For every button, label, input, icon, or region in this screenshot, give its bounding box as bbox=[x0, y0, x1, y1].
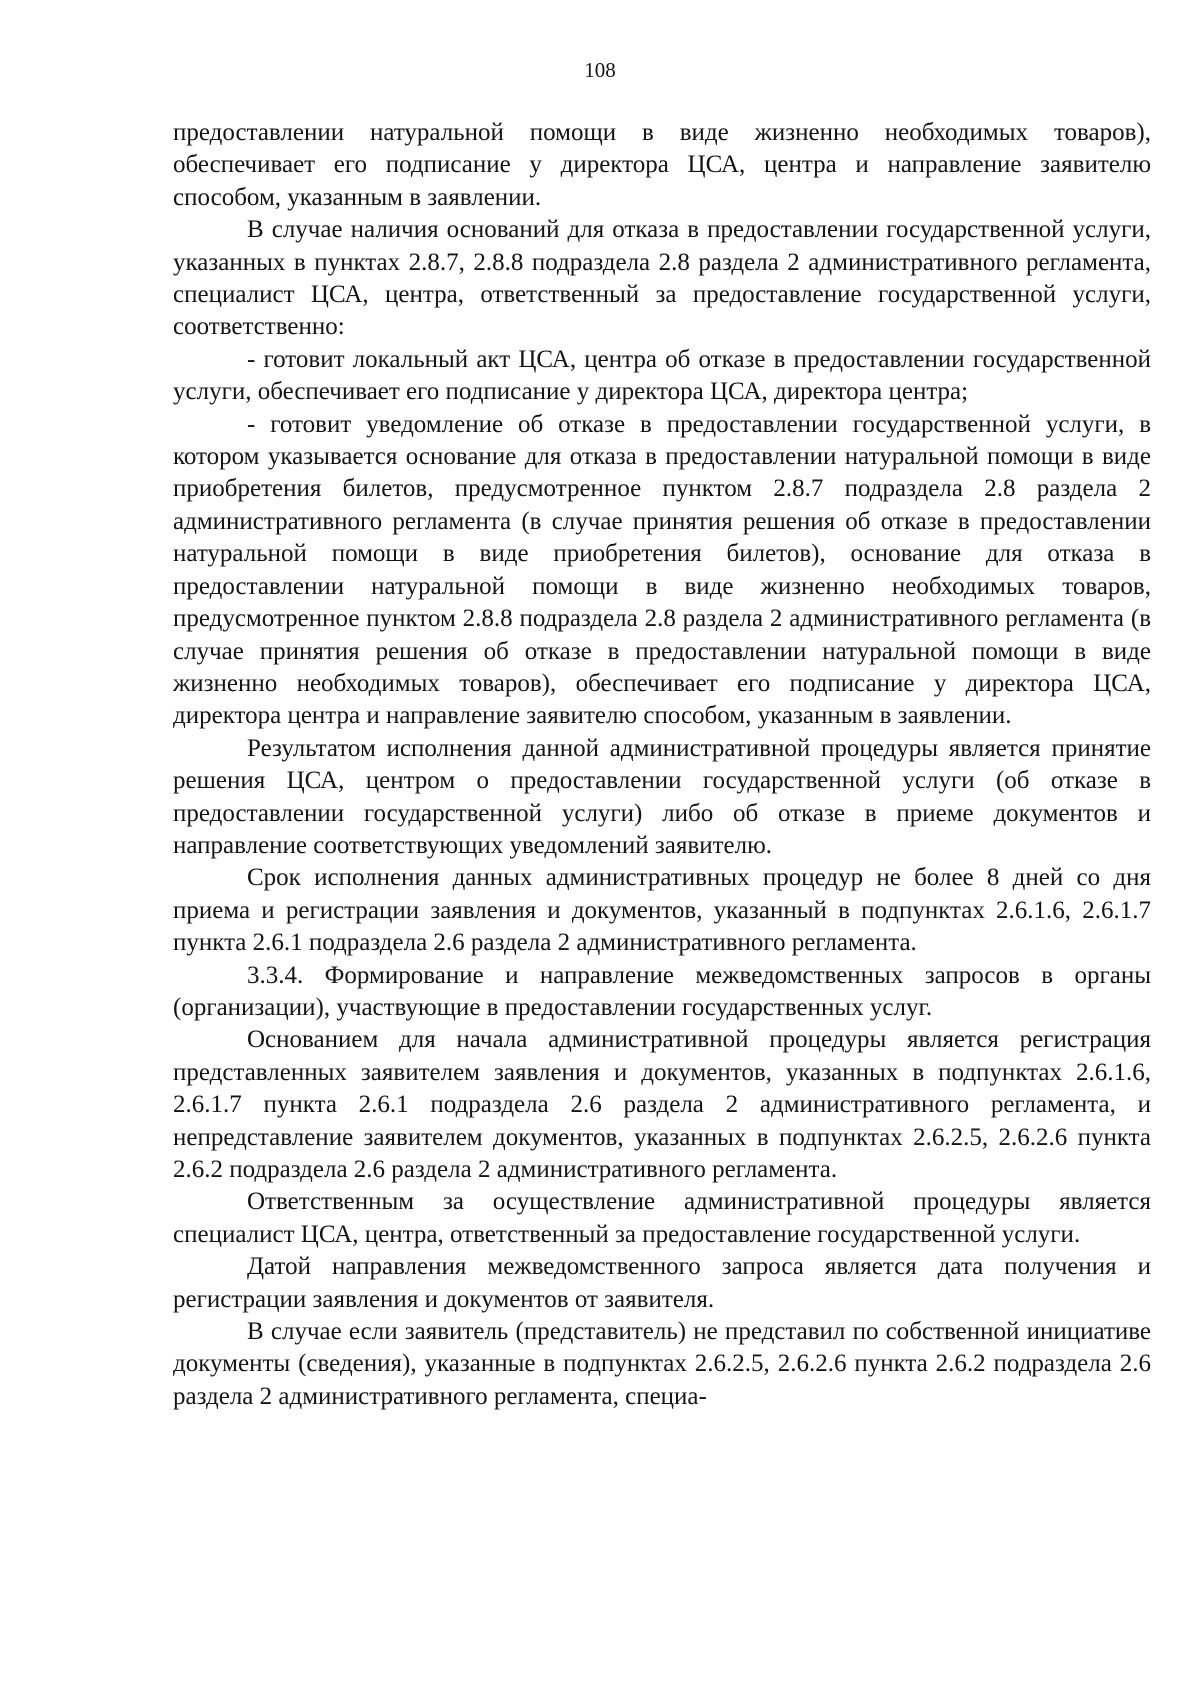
paragraph-10: Датой направления межведомственного запроса является дата получения и регистрации заявления и документов от заявителя. bbox=[173, 1253, 1151, 1313]
paragraph-5: Результатом исполнения данной административной процедуры является принятие решения ЦСА, центром о предоставлении государственной услуги (об отказе в предоставлении государственной услуги) либо об отказе в приеме документов и направление соответствующих уведомлений заявителю. bbox=[173, 734, 1151, 859]
paragraph-1: предоставлении натуральной помощи в виде жизненно необходимых товаров), обеспечивает его подписание у директора ЦСА, центра и направление заявителю способом, указанным в заявлении. bbox=[173, 119, 1151, 211]
paragraph-3: - готовит локальный акт ЦСА, центра об отказе в предоставлении государственной услуги, обеспечивает его подписание у директора ЦСА, директора центра; bbox=[173, 345, 1151, 406]
page-number: 108 bbox=[584, 58, 616, 82]
paragraph-9: Ответственным за осуществление административной процедуры является специалист ЦСА, центра, ответственный за предоставление государственной услуги. bbox=[173, 1188, 1151, 1248]
document-body bbox=[173, 117, 1151, 1413]
paragraph-2: В случае наличия оснований для отказа в предоставлении государственной услуги, указанных в пунктах 2.8.7, 2.8.8 подраздела 2.8 раздела 2 административного регламента, специалист ЦСА, центра, ответственный за предоставление государственной услуги, соответственно: bbox=[173, 216, 1151, 341]
paragraph-6: Срок исполнения данных административных процедур не более 8 дней со дня приема и регистрации заявления и документов, указанный в подпунктах 2.6.1.6, 2.6.1.7 пункта 2.6.1 подраздела 2.6 раздела 2 административного регламента. bbox=[173, 864, 1151, 957]
section-heading-3-3-4: 3.3.4. Формирование и направление межведомственных запросов в органы (организации), участвующие в предоставлении государственных услуг. bbox=[173, 961, 1151, 1021]
paragraph-11: В случае если заявитель (представитель) не представил по собственной инициативе документы (сведения), указанные в подпунктах 2.6.2.5, 2.6.2.6 пункта 2.6.2 подраздела 2.6 раздела 2 административного регламента, специа- bbox=[173, 1318, 1151, 1410]
paragraph-4: - готовит уведомление об отказе в предоставлении государственной услуги, в котором указывается основание для отказа в предоставлении натуральной помощи в виде приобретения билетов, предусмотренное пунктом 2.8.7 подраздела 2.8 раздела 2 административного регламента (в случае принятия решения об отказе в предоставлении натуральной помощи в виде приобретения билетов), основание для отказа в предоставлении натуральной помощи в виде жизненно необходимых товаров, предусмотренное пунктом 2.8.8 подраздела 2.8 раздела 2 административного регламента (в случае принятия решения об отказе в предоставлении натуральной помощи в виде жизненно необходимых товаров), обеспечивает его подписание у директора ЦСА, директора центра и направление заявителю способом, указанным в заявлении. bbox=[173, 410, 1151, 730]
paragraph-8: Основанием для начала административной процедуры является регистрация представленных заявителем заявления и документов, указанных в подпунктах 2.6.1.6, 2.6.1.7 пункта 2.6.1 подраздела 2.6 раздела 2 административного регламента, и непредставление заявителем документов, указанных в подпунктах 2.6.2.5, 2.6.2.6 пункта 2.6.2 подраздела 2.6 раздела 2 административного регламента. bbox=[173, 1026, 1151, 1183]
